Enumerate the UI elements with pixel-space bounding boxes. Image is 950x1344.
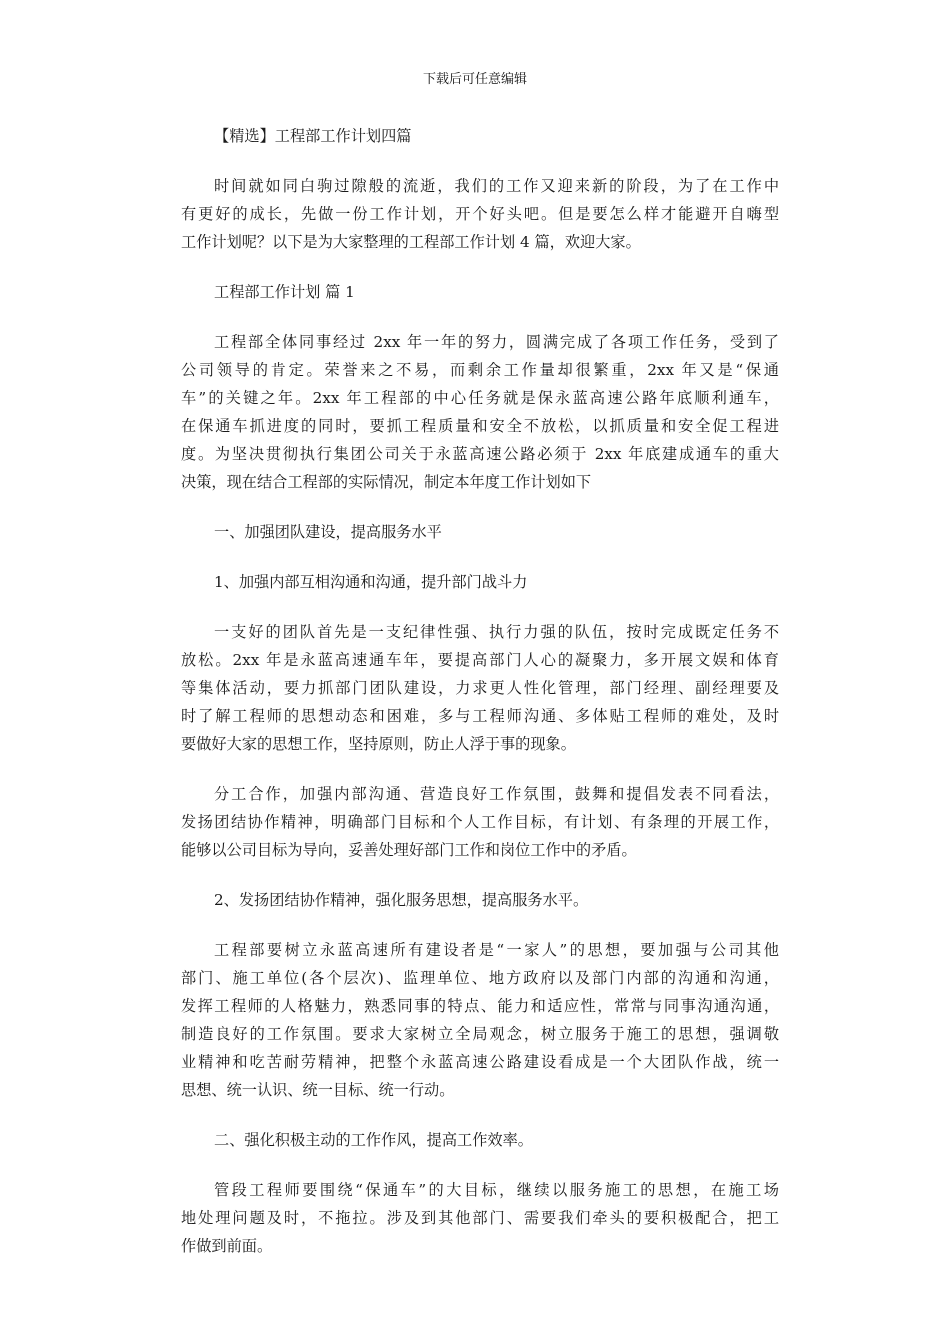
paragraph-line: 部门、施工单位(各个层次)、监理单位、地方政府以及部门内部的沟通和沟通， xyxy=(181,969,779,987)
paragraph-line: 地处理问题及时，不拖拉。涉及到其他部门、需要我们牵头的要积极配合，把工 xyxy=(181,1209,779,1227)
heading-block xyxy=(181,886,779,914)
heading-1-2: 2、发扬团结协作精神，强化服务思想，提高服务水平。 xyxy=(214,891,589,909)
paragraph-line: 时间就如同白驹过隙般的流逝，我们的工作又迎来新的阶段，为了在工作中 xyxy=(214,177,779,195)
page-header-note: 下载后可任意编辑 xyxy=(422,72,527,87)
paragraph-line: 发扬团结协作精神，明确部门目标和个人工作目标，有计划、有条理的开展工作， xyxy=(181,813,779,831)
paragraph-line: 分工合作，加强内部沟通、营造良好工作氛围，鼓舞和提倡发表不同看法， xyxy=(214,785,779,803)
paragraph-line: 车”的关键之年。2xx 年工程部的中心任务就是保永蓝高速公路年底顺利通车， xyxy=(181,389,779,407)
paragraph-line: 等集体活动，要力抓部门团队建设，力求更人性化管理，部门经理、副经理要及 xyxy=(181,679,779,697)
paragraph-line: 一支好的团队首先是一支纪律性强、执行力强的队伍，按时完成既定任务不 xyxy=(214,623,779,641)
paragraph-line: 公司领导的肯定。荣誉来之不易，而剩余工作量却很繁重，2xx 年又是“保通 xyxy=(181,361,779,379)
paragraph-line: 能够以公司目标为导向，妥善处理好部门工作和岗位工作中的矛盾。 xyxy=(181,841,637,859)
paragraph-line: 管段工程师要围绕“保通车”的大目标，继续以服务施工的思想，在施工场 xyxy=(214,1181,779,1199)
heading-block xyxy=(181,1126,779,1154)
section-title-block xyxy=(181,278,779,306)
paragraph-5 xyxy=(181,1176,779,1260)
heading-block xyxy=(181,518,779,546)
intro-paragraph xyxy=(181,172,779,256)
paragraph-line: 度。为坚决贯彻执行集团公司关于永蓝高速公路必须于 2xx 年底建成通车的重大 xyxy=(181,445,779,463)
paragraph-line: 放松。2xx 年是永蓝高速通车年，要提高部门人心的凝聚力，多开展文娱和体育 xyxy=(181,651,779,669)
paragraph-line: 作做到前面。 xyxy=(181,1237,273,1255)
paragraph-3 xyxy=(181,780,779,864)
paragraph-line: 工程部全体同事经过 2xx 年一年的努力，圆满完成了各项工作任务，受到了 xyxy=(214,333,779,351)
heading-1-1: 1、加强内部互相沟通和沟通，提升部门战斗力 xyxy=(214,573,528,591)
paragraph-line: 制造良好的工作氛围。要求大家树立全局观念，树立服务于施工的思想，强调敬 xyxy=(181,1025,779,1043)
paragraph-line: 时了解工程师的思想动态和困难，多与工程师沟通、多体贴工程师的难处，及时 xyxy=(181,707,779,725)
document-title-block xyxy=(181,122,779,150)
heading-1: 一、加强团队建设，提高服务水平 xyxy=(214,523,442,541)
paragraph-1 xyxy=(181,328,779,496)
document-title: 【精选】工程部工作计划四篇 xyxy=(214,127,412,145)
paragraph-line: 要做好大家的思想工作，坚持原则，防止人浮于事的现象。 xyxy=(181,735,576,753)
paragraph-line: 思想、统一认识、统一目标、统一行动。 xyxy=(181,1081,455,1099)
paragraph-line: 工程部要树立永蓝高速所有建设者是“一家人”的思想，要加强与公司其他 xyxy=(214,941,779,959)
paragraph-4 xyxy=(181,936,779,1104)
paragraph-line: 有更好的成长，先做一份工作计划，开个好头吧。但是要怎么样才能避开自嗨型 xyxy=(181,205,779,223)
paragraph-line: 工作计划呢？以下是为大家整理的工程部工作计划 4 篇，欢迎大家。 xyxy=(181,233,641,251)
section-title: 工程部工作计划 篇 1 xyxy=(214,283,355,301)
heading-2: 二、强化积极主动的工作作风，提高工作效率。 xyxy=(214,1131,533,1149)
heading-block xyxy=(181,568,779,596)
paragraph-line: 在保通车抓进度的同时，要抓工程质量和安全不放松，以抓质量和安全促工程进 xyxy=(181,417,779,435)
paragraph-line: 发挥工程师的人格魅力，熟悉同事的特点、能力和适应性，常常与同事沟通沟通， xyxy=(181,997,779,1015)
paragraph-line: 业精神和吃苦耐劳精神，把整个永蓝高速公路建设看成是一个大团队作战，统一 xyxy=(181,1053,779,1071)
paragraph-2 xyxy=(181,618,779,758)
document-body xyxy=(181,122,779,1282)
paragraph-line: 决策，现在结合工程部的实际情况，制定本年度工作计划如下 xyxy=(181,473,592,491)
